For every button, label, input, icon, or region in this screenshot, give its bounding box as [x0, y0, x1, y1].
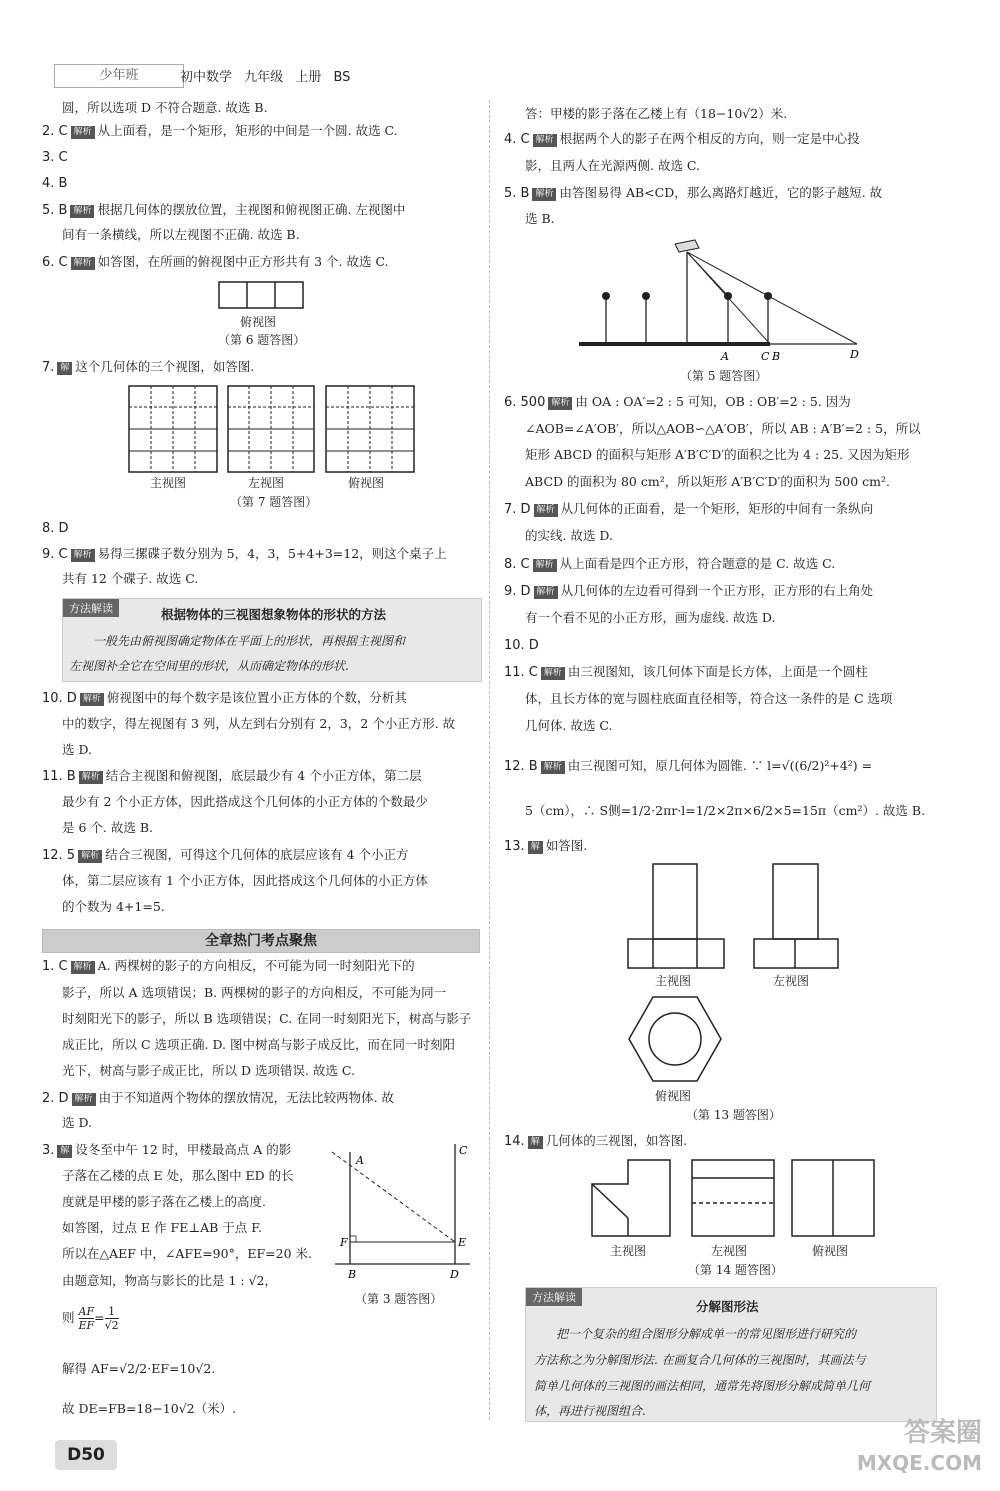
header-volume: 上册 [295, 70, 322, 85]
right-answer-9: 9. D 解析 从几何体的左边看可得到一个正方形，正方形的右上角处 [504, 583, 874, 599]
method-title-right: 分解图形法 [696, 1299, 759, 1314]
fig14-top-label: 俯视图 [812, 1244, 849, 1258]
right-answer-11-line3: 几何体. 故选 C. [525, 718, 613, 733]
fig6-top-view [218, 281, 304, 309]
section-answer-1-line2: 影子，所以 A 选项错误；B. 两棵树的影子的方向相反，不可能为同一 [62, 985, 447, 1000]
right-answer-7: 7. D 解析 从几何体的正面看，是一个矩形，矩形的中间有一条纵向 [504, 501, 874, 517]
method-text-1: 一般先由俯视图确定物体在平面上的形状，再根据主视图和 [93, 634, 406, 648]
right-answer-12: 12. B 解析 由三视图可知，原几何体为圆锥. ∵ l=√((6/2)²+4²) = [504, 758, 873, 774]
right-answer-6-line3: 矩形 ABCD 的面积与矩形 A′B′C′D′的面积之比为 4 : 25. 又因为矩形 [525, 447, 910, 462]
right-answer-6: 6. 500 解析 由 OA : OA′=2 : 5 可知，OB : OB′=2 : 5. 因为 [504, 394, 851, 410]
section-answer-3: 3. 解 设冬至中午 12 时，甲楼最高点 A 的影 [42, 1142, 292, 1158]
right-answer-12-line2: 5（cm），∴ S侧=1/2·2πr·l=1/2×2π×6/2×5=15π（cm²）. 故选 B. [525, 803, 926, 818]
answer-10-line2: 中的数字，得左视图有 3 列，从左到右分别有 2，3，2 个小正方形. 故 [62, 716, 456, 731]
column-divider [489, 100, 490, 1420]
right-answer-7-line2: 的实线. 故选 D. [525, 528, 613, 543]
section-answer-3-solve: 解得 AF=√2/2·EF=10√2. [62, 1361, 216, 1376]
fig14-front-label: 主视图 [610, 1244, 647, 1258]
answer-10: 10. D 解析 俯视图中的每个数字是该位置小正方体的个数，分析其 [42, 690, 407, 706]
fig3-label-E: E [458, 1236, 467, 1249]
fig5-label-B: B [772, 350, 781, 363]
answer-11-line3: 是 6 个. 故选 B. [62, 820, 153, 835]
method-right-text-3: 简单几何体的三视图的画法相同，通常先将图形分解成简单几何 [534, 1379, 871, 1393]
fig13-top-view [625, 995, 725, 1083]
method-right-text-4: 体，再进行视图组合. [534, 1404, 646, 1418]
answer-5-line2: 间有一条横线，所以左视图不正确. 故选 B. [62, 227, 300, 242]
fig5-diagram [575, 234, 870, 364]
fig7-left-label: 左视图 [248, 476, 285, 490]
right-answer-5-line2: 选 B. [525, 211, 555, 226]
answer-9-line2: 共有 12 个碟子. 故选 C. [62, 571, 199, 586]
fig5-label-D: D [850, 348, 859, 361]
fig13-caption: （第 13 题答图） [686, 1108, 781, 1122]
right-answer-9-line2: 有一个看不见的小正方形，画为虚线. 故选 D. [525, 610, 776, 625]
method-box-left [62, 598, 482, 682]
answer-5: 5. B 解析 根据几何体的摆放位置，主视图和俯视图正确. 左视图中 [42, 202, 406, 218]
watermark-logo: 答案圈 [903, 1418, 982, 1448]
fig14-caption: （第 14 题答图） [688, 1263, 783, 1277]
fig7-caption: （第 7 题答图） [230, 495, 318, 509]
section-answer-1-line5: 光下，树高与影子成正比，所以 D 选项错误. 故选 C. [62, 1063, 355, 1078]
right-answer-11-line2: 体，且长方体的宽与圆柱底面直径相等，符合这一条件的是 C 选项 [525, 691, 893, 706]
right-answer-6-line4: ABCD 的面积为 80 cm²，所以矩形 A′B′C′D′的面积为 500 cm². [525, 474, 890, 489]
section-answer-1-line4: 成正比，所以 C 选项正确. D. 图中树高与影子成反比，而在同一时刻阳 [62, 1037, 455, 1052]
watermark [857, 1418, 982, 1478]
watermark-url: MXQE.COM [856, 1451, 982, 1475]
answer-8: 8. D [42, 521, 69, 536]
section-answer-2: 2. D 解析 由于不知道两个物体的摆放情况，无法比较两物体. 故 [42, 1090, 395, 1106]
fig5-label-C: C [761, 350, 770, 363]
header-grade: 九年级 [244, 70, 284, 85]
method-label: 方法解读 [63, 599, 119, 617]
header-edition: BS [333, 70, 351, 85]
section-answer-3-result: 故 DE=FB=18−10√2（米）. [62, 1401, 237, 1416]
answer-3: 3. C [42, 150, 68, 165]
method-label-right: 方法解读 [526, 1288, 582, 1306]
right-answer-4: 4. C 解析 根据两个人的影子在两个相反的方向，则一定是中心投 [504, 131, 860, 147]
method-box-right [525, 1287, 937, 1422]
fig3-diagram [330, 1142, 480, 1282]
fig14-left-label: 左视图 [711, 1244, 748, 1258]
method-right-text-1: 把一个复杂的组合图形分解成单一的常见图形进行研究的 [556, 1327, 857, 1341]
answer-7: 7. 解 这个几何体的三个视图，如答图. [42, 359, 255, 375]
method-title: 根据物体的三视图想象物体的形状的方法 [161, 607, 387, 622]
right-answer-8: 8. C 解析 从上面看是四个正方形，符合题意的是 C. 故选 C. [504, 556, 836, 572]
fig3-label-B: B [348, 1268, 357, 1281]
header-info [180, 66, 350, 85]
answer-4: 4. B [42, 176, 68, 191]
section-answer-3-line5: 所以在△AEF 中，∠AFE=90°，EF=20 米. [62, 1246, 312, 1261]
section-answer-2-line2: 选 D. [62, 1115, 93, 1130]
answer-12-line3: 的个数为 4+1=5. [62, 899, 165, 914]
section-answer-1: 1. C 解析 A. 两棵树的影子的方向相反，不可能为同一时刻阳光下的 [42, 958, 415, 974]
right-answer-11: 11. C 解析 由三视图知，该几何体下面是长方体，上面是一个圆柱 [504, 664, 868, 680]
series-logo: 少年班 [54, 64, 184, 88]
answer-12-line2: 体，第二层应该有 1 个小正方体，因此搭成这个几何体的小正方体 [62, 873, 428, 888]
left-line-1: 圆，所以选项 D 不符合题意. 故选 B. [62, 100, 268, 115]
fig3-label-A: A [356, 1154, 364, 1167]
section-answer-3-ratio: 则 $\frac{AF}{EF}$ = $\frac{1}{√2}$ [62, 1305, 119, 1332]
answer-9: 9. C 解析 易得三摞碟子数分别为 5，4，3，5+4+3=12，则这个桌子上 [42, 546, 447, 562]
page-number: D50 [55, 1440, 117, 1470]
right-line-1: 答：甲楼的影子落在乙楼上有（18−10√2）米. [525, 106, 788, 121]
header-subject: 初中数学 [180, 70, 233, 85]
fig3-caption: （第 3 题答图） [355, 1292, 443, 1306]
section-answer-3-line6: 由题意知，物高与影长的比是 1 : √2， [62, 1273, 278, 1288]
fig7-top-label: 俯视图 [348, 476, 385, 490]
fig3-label-C: C [459, 1144, 468, 1157]
fig13-front-label: 主视图 [655, 974, 692, 988]
answer-2: 2. C 解析 从上面看，是一个矩形，矩形的中间是一个圆. 故选 C. [42, 123, 398, 139]
fig14-views [588, 1158, 878, 1240]
section-answer-3-line2: 子落在乙楼的点 E 处，那么图中 ED 的长 [62, 1168, 294, 1183]
fig6-caption: （第 6 题答图） [218, 333, 306, 347]
right-answer-13: 13. 解 如答图. [504, 838, 588, 854]
fig13-left-label: 左视图 [773, 974, 810, 988]
fig5-caption: （第 5 题答图） [680, 369, 768, 383]
fig3-label-F: F [340, 1236, 348, 1249]
right-answer-14: 14. 解 几何体的三视图，如答图. [504, 1133, 688, 1149]
section-title: 全章热门考点聚焦 [42, 929, 480, 953]
fig13-front-left-views [625, 860, 850, 972]
right-answer-4-line2: 影，且两人在光源两侧. 故选 C. [525, 158, 701, 173]
answer-10-line3: 选 D. [62, 742, 93, 757]
fig7-views [128, 385, 418, 475]
right-answer-5: 5. B 解析 由答图易得 AB<CD，那么离路灯越近，它的影子越短. 故 [504, 185, 883, 201]
fig5-label-A: A [721, 350, 729, 363]
answer-12: 12. 5 解析 结合三视图，可得这个几何体的底层应该有 4 个小正方 [42, 847, 409, 863]
fig6-label: 俯视图 [240, 315, 277, 329]
method-text-2: 左视图补全它在空间里的形状，从而确定物体的形状. [69, 659, 349, 673]
method-right-text-2: 方法称之为分解图形法. 在画复合几何体的三视图时，其画法与 [534, 1353, 866, 1367]
section-answer-3-line4: 如答图，过点 E 作 FE⊥AB 于点 F. [62, 1220, 262, 1235]
answer-11-line2: 最少有 2 个小正方体，因此搭成这个几何体的小正方体的个数最少 [62, 794, 428, 809]
fig3-label-D: D [450, 1268, 459, 1281]
right-answer-6-line2: ∠AOB=∠A′OB′，所以△AOB∽△A′OB′，所以 AB : A′B′=2 : 5，所以 [525, 421, 921, 436]
section-answer-3-line3: 度就是甲楼的影子落在乙楼上的高度. [62, 1194, 266, 1209]
right-answer-10: 10. D [504, 638, 539, 653]
answer-6: 6. C 解析 如答图，在所画的俯视图中正方形共有 3 个. 故选 C. [42, 254, 389, 270]
section-answer-1-line3: 时刻阳光下的影子，所以 B 选项错误；C. 在同一时刻阳光下，树高与影子 [62, 1011, 472, 1026]
answer-11: 11. B 解析 结合主视图和俯视图，底层最少有 4 个小正方体，第二层 [42, 768, 422, 784]
fig13-top-label: 俯视图 [655, 1089, 692, 1103]
page-header [40, 58, 500, 88]
fig7-front-label: 主视图 [150, 476, 187, 490]
